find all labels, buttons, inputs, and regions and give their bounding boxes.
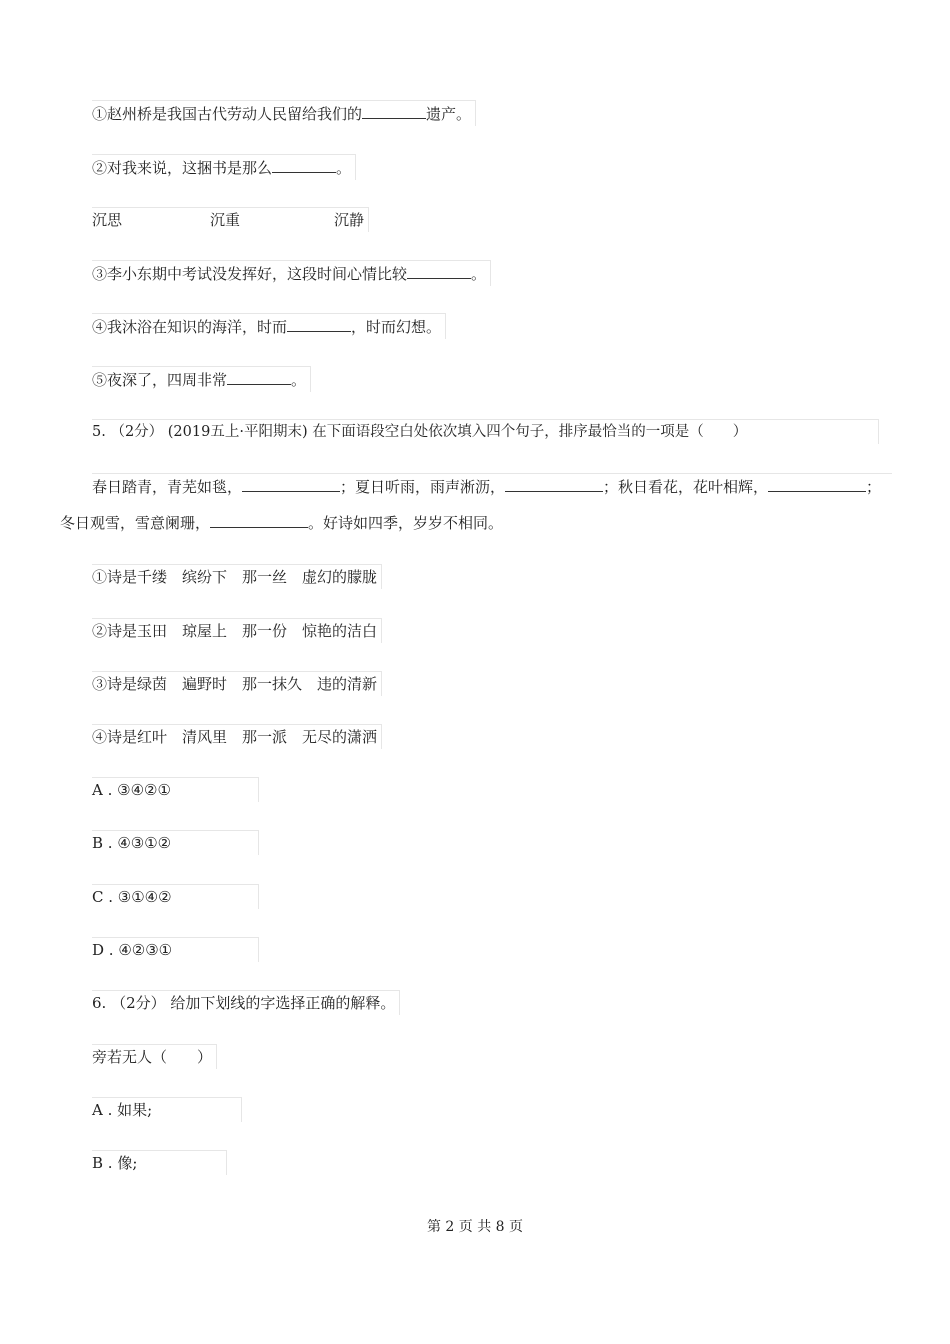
q4-item-5-before: ⑤夜深了，四周非常: [92, 371, 228, 389]
q4-item-2-before: ②对我来说，这捆书是那么: [92, 159, 273, 177]
q5-blank-1[interactable]: [242, 476, 340, 492]
q4-item-3-blank[interactable]: [407, 263, 471, 279]
q5-paragraph-line-1: [92, 473, 892, 499]
q5-sentence-3-text: ③诗是绿茵 遍野时 那一抹久 违的清新: [92, 675, 378, 693]
q6-option-a-text: A . 如果;: [92, 1101, 153, 1119]
q4-item-1: [92, 100, 476, 126]
q4-item-2-after: 。: [336, 159, 352, 177]
word-bank-item-2: 沉重: [210, 211, 241, 229]
q5-option-a-text: A . ③④②①: [92, 781, 171, 799]
q5-para-part-4: ；: [866, 478, 882, 496]
q6-header-text: 6. （2分） 给加下划线的字选择正确的解释。: [92, 994, 396, 1012]
q5-option-b[interactable]: [92, 830, 259, 855]
q5-blank-4[interactable]: [210, 512, 308, 528]
q5-option-d[interactable]: [92, 937, 259, 962]
page-footer: 第 2 页 共 8 页: [426, 1219, 524, 1235]
q4-item-3: [92, 260, 491, 286]
q4-item-3-after: 。: [471, 265, 487, 283]
q5-sentence-2-text: ②诗是玉田 琼屋上 那一份 惊艳的洁白: [92, 622, 378, 640]
q6-option-a[interactable]: [92, 1097, 242, 1122]
q4-item-4: [92, 313, 446, 339]
q4-item-3-before: ③李小东期中考试没发挥好，这段时间心情比较: [92, 265, 408, 283]
q6-option-b[interactable]: [92, 1150, 227, 1175]
q5-sentence-4-text: ④诗是红叶 清风里 那一派 无尽的潇洒: [92, 728, 378, 746]
q4-item-2: [92, 154, 356, 180]
q4-item-4-before: ④我沐浴在知识的海洋，时而: [92, 318, 288, 336]
q4-item-1-after: 遗产。: [426, 105, 472, 123]
q5-option-a[interactable]: [92, 777, 259, 802]
q4-item-1-blank[interactable]: [362, 103, 426, 119]
q6-header: [92, 990, 400, 1015]
q5-option-c-text: C . ③①④②: [92, 888, 172, 906]
q5-para-part-1: 春日踏青，青芜如毯，: [92, 478, 243, 496]
q5-header-text: 5. （2分） (2019五上·平阳期末) 在下面语段空白处依次填入四个句子，排序最恰当的一项是（ ）: [92, 424, 748, 440]
q4-item-1-before: ①赵州桥是我国古代劳动人民留给我们的: [92, 105, 363, 123]
q5-option-b-text: B . ④③①②: [92, 834, 172, 852]
q5-option-c[interactable]: [92, 884, 259, 909]
word-bank: [92, 207, 369, 232]
q5-blank-3[interactable]: [768, 476, 866, 492]
q5-header: [92, 419, 879, 444]
q5-blank-2[interactable]: [505, 476, 603, 492]
q5-para-part-3: ；秋日看花，花叶相辉，: [603, 478, 769, 496]
q5-sentence-3: [92, 671, 382, 696]
q6-prompt-text: 旁若无人（ ）: [92, 1048, 213, 1066]
q5-sentence-1: [92, 564, 382, 589]
q4-item-4-after: ，时而幻想。: [351, 318, 442, 336]
q4-item-5-after: 。: [291, 371, 307, 389]
q5-sentence-4: [92, 724, 382, 749]
q4-item-4-blank[interactable]: [287, 316, 351, 332]
q5-paragraph-line-2: [60, 512, 503, 533]
q5-sentence-1-text: ①诗是千缕 缤纷下 那一丝 虚幻的朦胧: [92, 568, 378, 586]
q6-prompt: [92, 1044, 217, 1069]
q5-option-d-text: D . ④②③①: [92, 941, 173, 959]
q5-sentence-2: [92, 618, 382, 643]
q4-item-5-blank[interactable]: [227, 369, 291, 385]
q5-para-part-6: 。好诗如四季，岁岁不相同。: [308, 514, 504, 532]
q5-para-part-5: 冬日观雪，雪意阑珊，: [60, 514, 211, 532]
word-bank-item-3: 沉静: [334, 211, 365, 229]
word-bank-item-1: 沉思: [92, 211, 123, 229]
q4-item-5: [92, 366, 311, 392]
q6-option-b-text: B . 像;: [92, 1154, 138, 1172]
q5-para-part-2: ；夏日听雨，雨声淅沥，: [340, 478, 506, 496]
q4-item-2-blank[interactable]: [272, 157, 336, 173]
